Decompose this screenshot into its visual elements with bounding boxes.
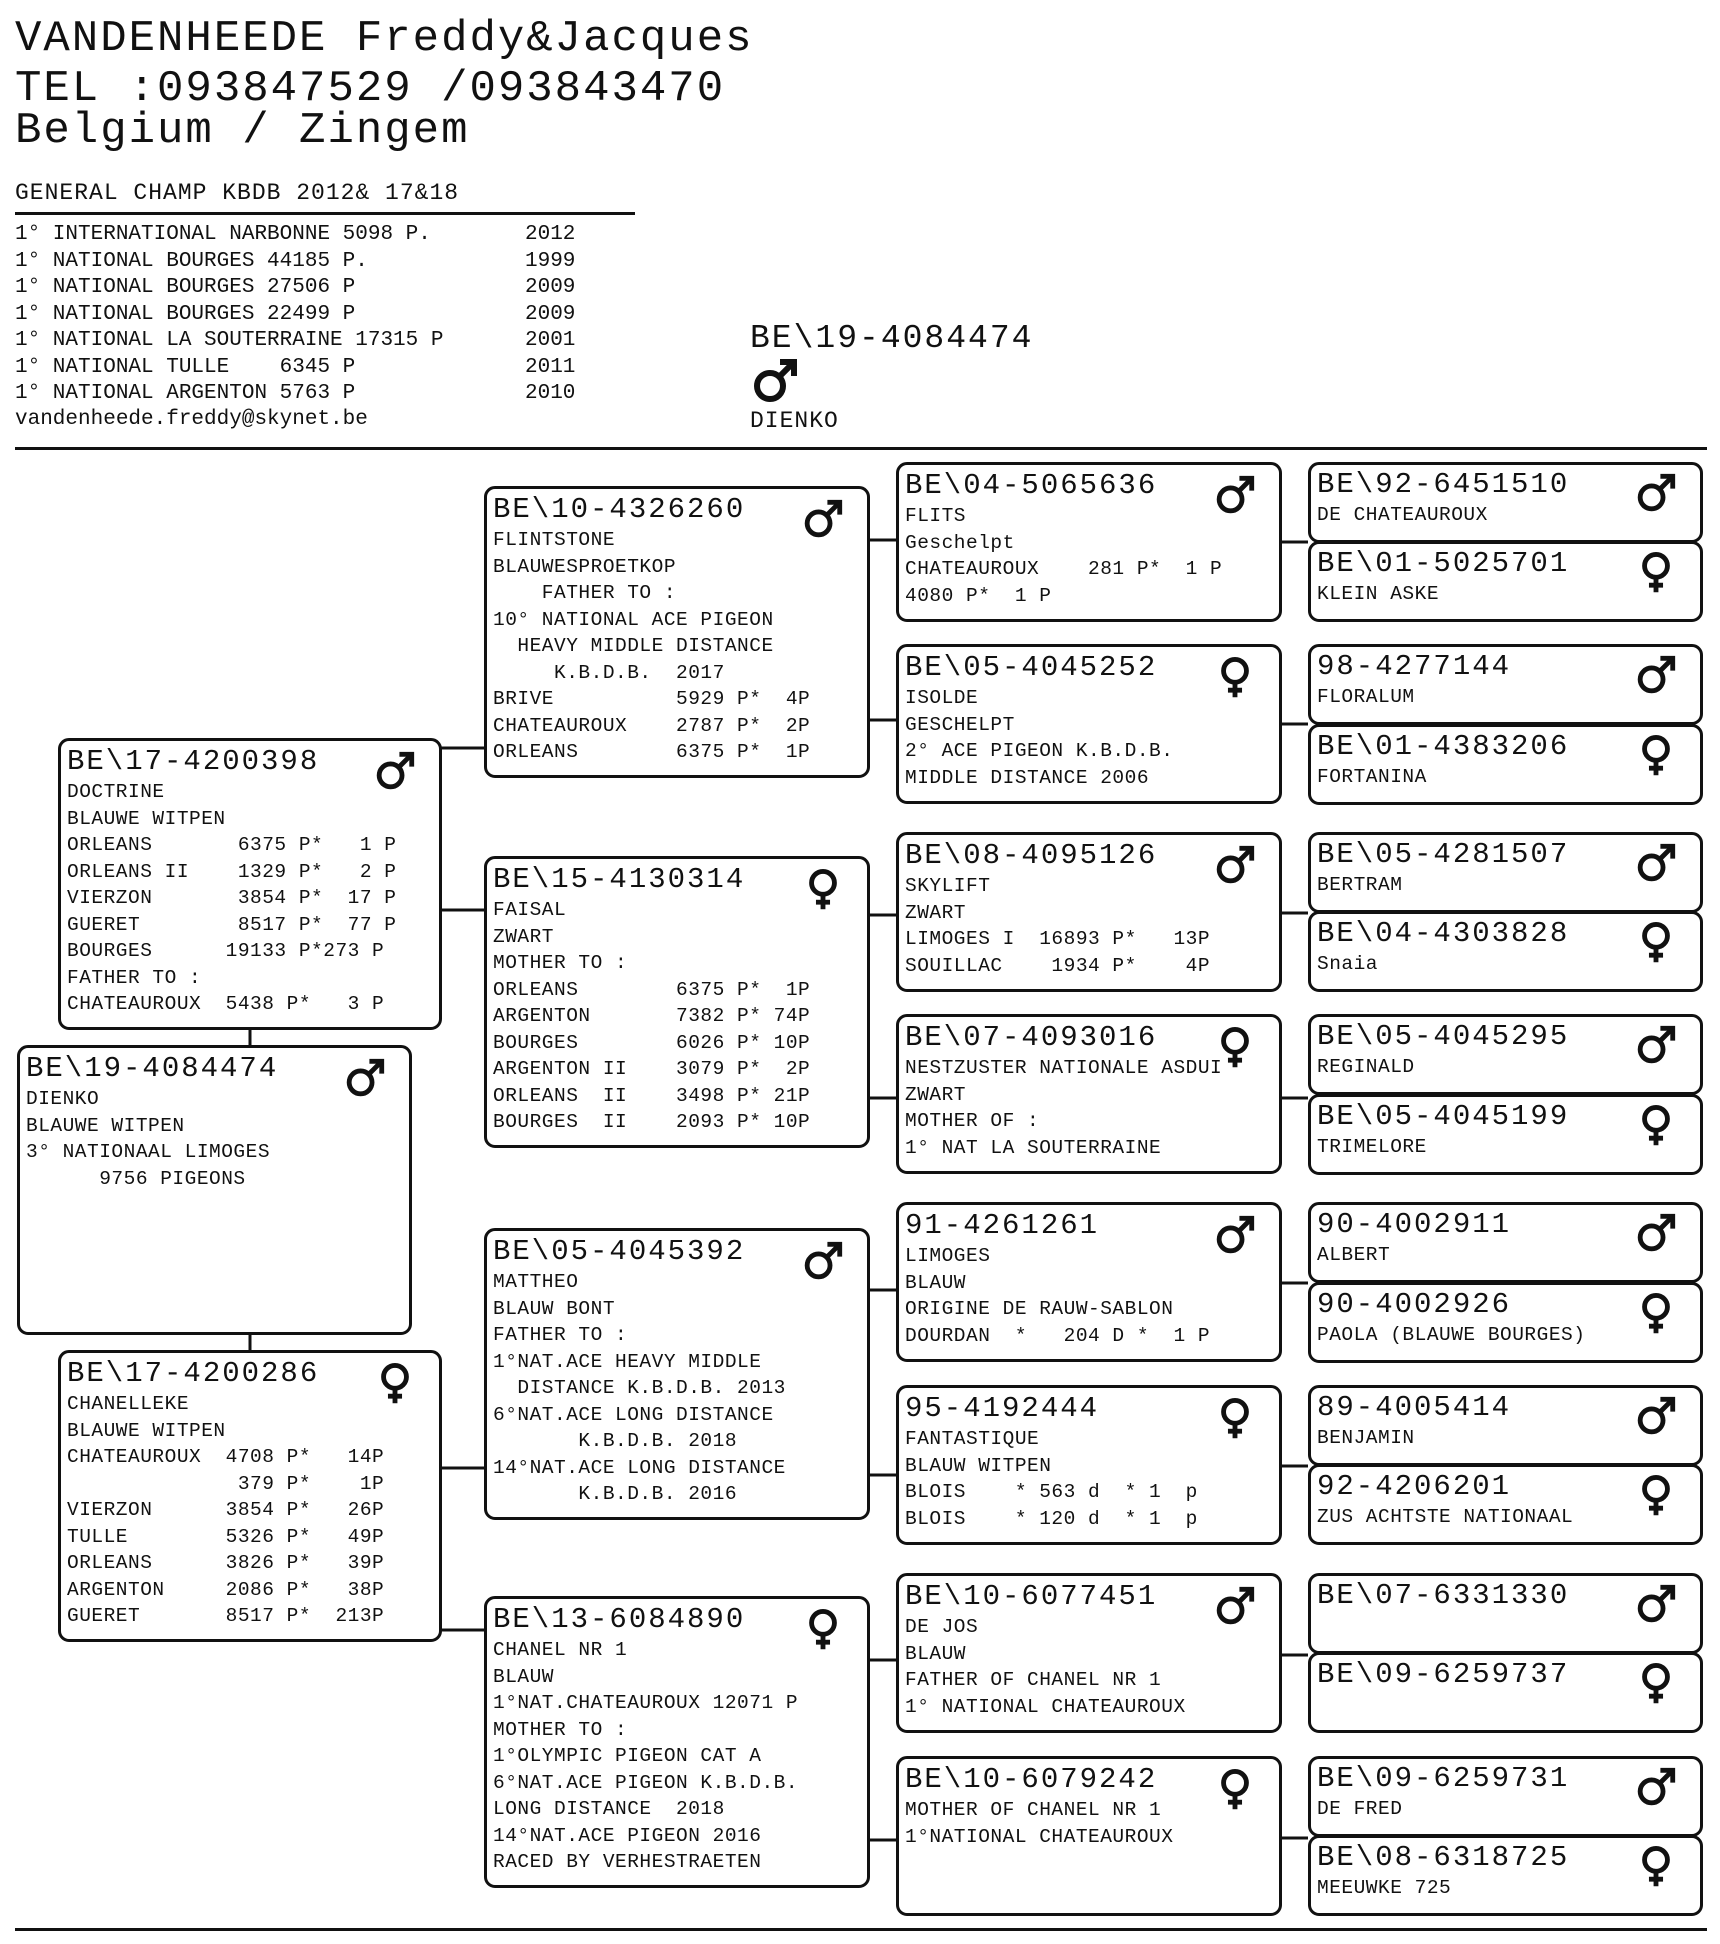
male-icon (801, 497, 845, 541)
ring-number: BE\05-4045199 (1317, 1100, 1570, 1133)
ring-number: 90-4002926 (1317, 1288, 1512, 1321)
female-icon (1634, 1473, 1678, 1517)
ring-number: BE\05-4045252 (905, 651, 1158, 684)
champion-underline (15, 212, 635, 215)
pedigree-line: ORLEANS 6375 P* 1P (493, 741, 811, 763)
ring-number: BE\07-6331330 (1317, 1579, 1570, 1612)
breeder-location: Belgium / Zingem (15, 106, 470, 156)
result-text: 1° INTERNATIONAL NARBONNE 5098 P. (15, 223, 431, 246)
ring-number: BE\92-6451510 (1317, 468, 1570, 501)
pedigree-line: 1° NAT LA SOUTERRAINE (905, 1136, 1162, 1159)
pedigree-line: ORIGINE DE RAUW-SABLON (905, 1298, 1174, 1320)
ring-number: BE\19-4084474 (26, 1052, 279, 1085)
pedigree-box-dsd[interactable] (896, 1385, 1282, 1545)
pedigree-line: K.B.D.B. 2016 (493, 1483, 738, 1505)
pedigree-box-ddd[interactable] (896, 1756, 1282, 1916)
female-icon (373, 1361, 417, 1405)
pedigree-line: FANTASTIQUE (905, 1428, 1040, 1450)
ring-number: BE\07-4093016 (905, 1021, 1158, 1054)
ring-number: BE\04-4303828 (1317, 917, 1570, 950)
pedigree-line: VIERZON 3854 P* 17 P (67, 887, 397, 909)
pigeon-name: REGINALD (1317, 1056, 1415, 1078)
pedigree-line: ORLEANS II 3498 P* 21P (493, 1084, 811, 1107)
pedigree-line: CHATEAUROUX 4708 P* 14P (67, 1446, 385, 1468)
female-icon (801, 867, 845, 911)
pedigree-line: CHANEL NR 1 (493, 1639, 628, 1661)
pedigree-line: LIMOGES I 16893 P* 13P (905, 928, 1211, 950)
pedigree-line: CHATEAUROUX 281 P* 1 P (905, 558, 1223, 580)
result-year: 2012 (525, 223, 576, 246)
pedigree-box-sdd[interactable] (896, 1014, 1282, 1174)
pedigree-box-subject[interactable] (17, 1045, 412, 1335)
ring-number: BE\10-4326260 (493, 493, 746, 526)
pedigree-line: GESCHELPT (905, 713, 1015, 736)
ring-number: BE\17-4200286 (67, 1357, 320, 1390)
pedigree-line: BLOIS * 563 d * 1 p (905, 1481, 1198, 1503)
pedigree-box-sire[interactable] (58, 738, 442, 1030)
pedigree-line: 1°OLYMPIC PIGEON CAT A (493, 1745, 762, 1767)
champion-title: GENERAL CHAMP KBDB 2012& 17&18 (15, 180, 460, 206)
female-icon (1213, 1025, 1257, 1069)
pedigree-line: 1°NATIONAL CHATEAUROUX (905, 1825, 1174, 1848)
result-text: 1° NATIONAL ARGENTON 5763 P (15, 382, 356, 405)
ring-number: 92-4206201 (1317, 1470, 1512, 1503)
result-row (15, 302, 575, 329)
pedigree-line: GUERET 8517 P* 213P (67, 1605, 385, 1627)
ring-number: BE\13-6084890 (493, 1603, 746, 1636)
pedigree-line: BOURGES II 2093 P* 10P (493, 1111, 811, 1133)
pedigree-line: ARGENTON 2086 P* 38P (67, 1578, 385, 1601)
male-icon (750, 356, 800, 406)
pedigree-line: 1°NAT.CHATEAUROUX 12071 P (493, 1692, 799, 1714)
pedigree-line: 1° NATIONAL CHATEAUROUX (905, 1695, 1186, 1718)
pigeon-name: ZUS ACHTSTE NATIONAAL (1317, 1506, 1574, 1528)
pigeon-name: DE FRED (1317, 1798, 1403, 1820)
pedigree-box-sd[interactable] (484, 856, 870, 1148)
pedigree-line: 14°NAT.ACE LONG DISTANCE (493, 1456, 786, 1479)
pedigree-line: RACED BY VERHESTRAETEN (493, 1851, 762, 1873)
subject-name: DIENKO (750, 408, 839, 434)
pedigree-box-dam[interactable] (58, 1350, 442, 1642)
pedigree-line: BLAUW (493, 1665, 555, 1688)
female-icon (1634, 1661, 1678, 1705)
pedigree-box-gen4-0[interactable] (1308, 462, 1703, 543)
pedigree-line: ORLEANS 3826 P* 39P (67, 1552, 385, 1574)
pedigree-line: VIERZON 3854 P* 26P (67, 1499, 385, 1521)
pedigree-line: BLAUWE WITPEN (26, 1114, 185, 1137)
pedigree-line: MIDDLE DISTANCE 2006 (905, 766, 1150, 789)
pedigree-box-gen4-10[interactable] (1308, 1385, 1703, 1466)
female-icon (1634, 1291, 1678, 1335)
pedigree-line: ISOLDE (905, 687, 979, 709)
pedigree-box-dss[interactable] (896, 1202, 1282, 1362)
pedigree-line: MOTHER OF : (905, 1110, 1040, 1132)
ring-number: BE\05-4045392 (493, 1235, 746, 1268)
pedigree-box-gen4-15[interactable] (1308, 1835, 1703, 1916)
result-row (15, 355, 575, 382)
pedigree-line: FLINTSTONE (493, 529, 616, 551)
pedigree-line: FLITS (905, 505, 967, 527)
pedigree-line: BLOIS * 120 d * 1 p (905, 1507, 1198, 1530)
pedigree-box-dds[interactable] (896, 1573, 1282, 1733)
pedigree-box-gen4-1[interactable] (1308, 541, 1703, 622)
female-icon (1213, 655, 1257, 699)
top-divider (15, 447, 1707, 450)
pedigree-box-ssd[interactable] (896, 644, 1282, 804)
pigeon-name: FORTANINA (1317, 766, 1427, 788)
pedigree-line: BLAUWE WITPEN (67, 807, 226, 830)
ring-number: BE\08-4095126 (905, 839, 1158, 872)
pedigree-box-sss[interactable] (896, 462, 1282, 622)
result-text: 1° NATIONAL BOURGES 44185 P. (15, 249, 368, 273)
male-icon (1634, 1023, 1678, 1067)
pedigree-box-sds[interactable] (896, 832, 1282, 992)
pedigree-line: CHANELLEKE (67, 1393, 190, 1415)
result-year: 2011 (525, 355, 576, 379)
result-year: 2010 (525, 382, 576, 405)
pedigree-line: FAISAL (493, 899, 567, 921)
pedigree-box-gen4-7[interactable] (1308, 1094, 1703, 1175)
result-row (15, 222, 575, 249)
pedigree-box-gen4-11[interactable] (1308, 1464, 1703, 1545)
pedigree-line: GUERET 8517 P* 77 P (67, 913, 397, 936)
pedigree-line: BRIVE 5929 P* 4P (493, 688, 811, 710)
pedigree-line: ZWART (493, 925, 555, 948)
male-icon (1213, 473, 1257, 517)
female-icon (1634, 733, 1678, 777)
result-row (15, 275, 575, 302)
pedigree-line: FATHER TO : (493, 582, 677, 604)
pedigree-line: K.B.D.B. 2017 (493, 661, 725, 684)
ring-number: BE\15-4130314 (493, 863, 746, 896)
result-year: 2009 (525, 302, 576, 326)
pedigree-line: TULLE 5326 P* 49P (67, 1525, 385, 1548)
pedigree-line: BOURGES 19133 P*273 P (67, 940, 385, 962)
result-year: 1999 (525, 249, 576, 273)
pedigree-line: K.B.D.B. 2018 (493, 1430, 738, 1452)
pedigree-line: HEAVY MIDDLE DISTANCE (493, 635, 774, 657)
ring-number: BE\01-5025701 (1317, 547, 1570, 580)
pedigree-line: 6°NAT.ACE PIGEON K.B.D.B. (493, 1771, 799, 1794)
pedigree-box-gen4-14[interactable] (1308, 1756, 1703, 1837)
pedigree-box-gen4-3[interactable] (1308, 724, 1703, 805)
ring-number: 90-4002911 (1317, 1208, 1512, 1241)
result-row (15, 328, 575, 355)
pedigree-line: BLAUW (905, 1642, 967, 1665)
results-list (15, 222, 575, 408)
male-icon (1213, 1213, 1257, 1257)
pedigree-line: LONG DISTANCE 2018 (493, 1798, 725, 1820)
pigeon-name: ALBERT (1317, 1244, 1391, 1266)
pigeon-name: KLEIN ASKE (1317, 583, 1440, 605)
pedigree-line: DIENKO (26, 1088, 100, 1110)
result-year: 2001 (525, 329, 576, 352)
ring-number: BE\05-4045295 (1317, 1020, 1570, 1053)
pedigree-box-ss[interactable] (484, 486, 870, 778)
pedigree-box-dd[interactable] (484, 1596, 870, 1888)
ring-number: BE\17-4200398 (67, 745, 320, 778)
female-icon (1634, 1844, 1678, 1888)
pedigree-line: FATHER TO : (67, 966, 202, 989)
male-icon (1634, 653, 1678, 697)
pigeon-name: BERTRAM (1317, 874, 1403, 896)
pedigree-box-gen4-6[interactable] (1308, 1014, 1703, 1095)
male-icon (1634, 1582, 1678, 1626)
pedigree-line: CHATEAUROUX 2787 P* 2P (493, 714, 811, 737)
pedigree-line: LIMOGES (905, 1245, 991, 1267)
ring-number: 98-4277144 (1317, 650, 1512, 683)
pedigree-line: 2° ACE PIGEON K.B.D.B. (905, 740, 1174, 762)
pigeon-name: TRIMELORE (1317, 1136, 1427, 1158)
pedigree-line: DISTANCE K.B.D.B. 2013 (493, 1377, 786, 1399)
result-text: 1° NATIONAL BOURGES 22499 P (15, 302, 356, 326)
ring-number: 91-4261261 (905, 1209, 1100, 1242)
pedigree-line: MATTHEO (493, 1271, 579, 1293)
pedigree-line: DOCTRINE (67, 781, 165, 803)
pedigree-line: ARGENTON 7382 P* 74P (493, 1005, 811, 1027)
pedigree-line: BLAUW BONT (493, 1297, 616, 1320)
ring-number: 95-4192444 (905, 1392, 1100, 1425)
pedigree-line: DE JOS (905, 1616, 979, 1638)
result-text: 1° NATIONAL LA SOUTERRAINE 17315 P (15, 329, 444, 352)
pedigree-line: 1°NAT.ACE HEAVY MIDDLE (493, 1350, 762, 1373)
pigeon-name: PAOLA (BLAUWE BOURGES) (1317, 1324, 1586, 1346)
male-icon (1634, 1211, 1678, 1255)
ring-number: BE\10-6079242 (905, 1763, 1158, 1796)
pedigree-line: DOURDAN * 204 D * 1 P (905, 1324, 1211, 1347)
pedigree-line: 379 P* 1P (67, 1472, 385, 1495)
pedigree-box-gen4-9[interactable] (1308, 1282, 1703, 1363)
pedigree-line: SKYLIFT (905, 875, 991, 897)
pedigree-box-gen4-12[interactable] (1308, 1573, 1703, 1654)
pigeon-name: DE CHATEAUROUX (1317, 504, 1488, 526)
female-icon (1634, 920, 1678, 964)
pedigree-line: MOTHER OF CHANEL NR 1 (905, 1799, 1162, 1821)
email-link[interactable]: vandenheede.freddy@skynet.be (15, 408, 368, 431)
result-row (15, 381, 575, 408)
ring-number: BE\04-5065636 (905, 469, 1158, 502)
male-icon (343, 1056, 387, 1100)
result-year: 2009 (525, 276, 576, 299)
pigeon-name: MEEUWKE 725 (1317, 1877, 1452, 1899)
pedigree-box-gen4-8[interactable] (1308, 1202, 1703, 1283)
pedigree-box-gen4-13[interactable] (1308, 1652, 1703, 1733)
pedigree-box-gen4-2[interactable] (1308, 644, 1703, 725)
pedigree-line: SOUILLAC 1934 P* 4P (905, 954, 1211, 977)
pedigree-line: 6°NAT.ACE LONG DISTANCE (493, 1403, 774, 1426)
female-icon (1213, 1767, 1257, 1811)
subject-ring-number: BE\19-4084474 (750, 320, 1034, 357)
male-icon (1213, 843, 1257, 887)
pigeon-name: FLORALUM (1317, 686, 1415, 708)
pigeon-name: Snaia (1317, 953, 1379, 975)
male-icon (1213, 1584, 1257, 1628)
male-icon (801, 1239, 845, 1283)
pedigree-line: ARGENTON II 3079 P* 2P (493, 1058, 811, 1080)
pedigree-box-gen4-5[interactable] (1308, 911, 1703, 992)
pedigree-line: 9756 PIGEONS (26, 1167, 246, 1190)
male-icon (1634, 841, 1678, 885)
pedigree-line: 10° NATIONAL ACE PIGEON (493, 608, 774, 631)
pedigree-box-gen4-4[interactable] (1308, 832, 1703, 913)
pedigree-line: BOURGES 6026 P* 10P (493, 1031, 811, 1054)
pedigree-line: FATHER TO : (493, 1324, 628, 1346)
pedigree-line: 14°NAT.ACE PIGEON 2016 (493, 1824, 762, 1847)
ring-number: BE\01-4383206 (1317, 730, 1570, 763)
pedigree-line: BLAUW (905, 1271, 967, 1294)
female-icon (801, 1607, 845, 1651)
male-icon (1634, 471, 1678, 515)
pedigree-line: NESTZUSTER NATIONALE ASDUI (905, 1057, 1223, 1079)
ring-number: BE\08-6318725 (1317, 1841, 1570, 1874)
breeder-name: VANDENHEEDE Freddy&Jacques (15, 14, 754, 64)
bottom-divider (15, 1928, 1707, 1931)
pedigree-line: ZWART (905, 1083, 967, 1106)
pedigree-line: ORLEANS II 1329 P* 2 P (67, 860, 397, 883)
pedigree-line: ORLEANS 6375 P* 1 P (67, 834, 397, 856)
male-icon (373, 749, 417, 793)
pedigree-line: ORLEANS 6375 P* 1P (493, 978, 811, 1001)
pedigree-line: Geschelpt (905, 531, 1015, 554)
male-icon (1634, 1394, 1678, 1438)
pedigree-line: MOTHER TO : (493, 1718, 628, 1741)
female-icon (1213, 1396, 1257, 1440)
pedigree-line: BLAUWESPROETKOP (493, 555, 677, 578)
pedigree-box-ds[interactable] (484, 1228, 870, 1520)
pedigree-line: 3° NATIONAAL LIMOGES (26, 1141, 271, 1163)
female-icon (1634, 1103, 1678, 1147)
ring-number: BE\10-6077451 (905, 1580, 1158, 1613)
ring-number: BE\09-6259737 (1317, 1658, 1570, 1691)
pigeon-name: BENJAMIN (1317, 1427, 1415, 1449)
pedigree-line: BLAUWE WITPEN (67, 1419, 226, 1442)
result-text: 1° NATIONAL BOURGES 27506 P (15, 276, 356, 299)
pedigree-line: BLAUW WITPEN (905, 1454, 1052, 1477)
pedigree-line: ZWART (905, 901, 967, 924)
breeder-phone: TEL :093847529 /093843470 (15, 64, 726, 114)
male-icon (1634, 1765, 1678, 1809)
ring-number: 89-4005414 (1317, 1391, 1512, 1424)
pedigree-line: 4080 P* 1 P (905, 584, 1052, 607)
ring-number: BE\05-4281507 (1317, 838, 1570, 871)
pedigree-line: MOTHER TO : (493, 952, 628, 974)
pedigree-line: CHATEAUROUX 5438 P* 3 P (67, 993, 385, 1015)
ring-number: BE\09-6259731 (1317, 1762, 1570, 1795)
result-row (15, 249, 575, 276)
result-text: 1° NATIONAL TULLE 6345 P (15, 355, 356, 379)
pedigree-line: FATHER OF CHANEL NR 1 (905, 1669, 1162, 1691)
female-icon (1634, 550, 1678, 594)
